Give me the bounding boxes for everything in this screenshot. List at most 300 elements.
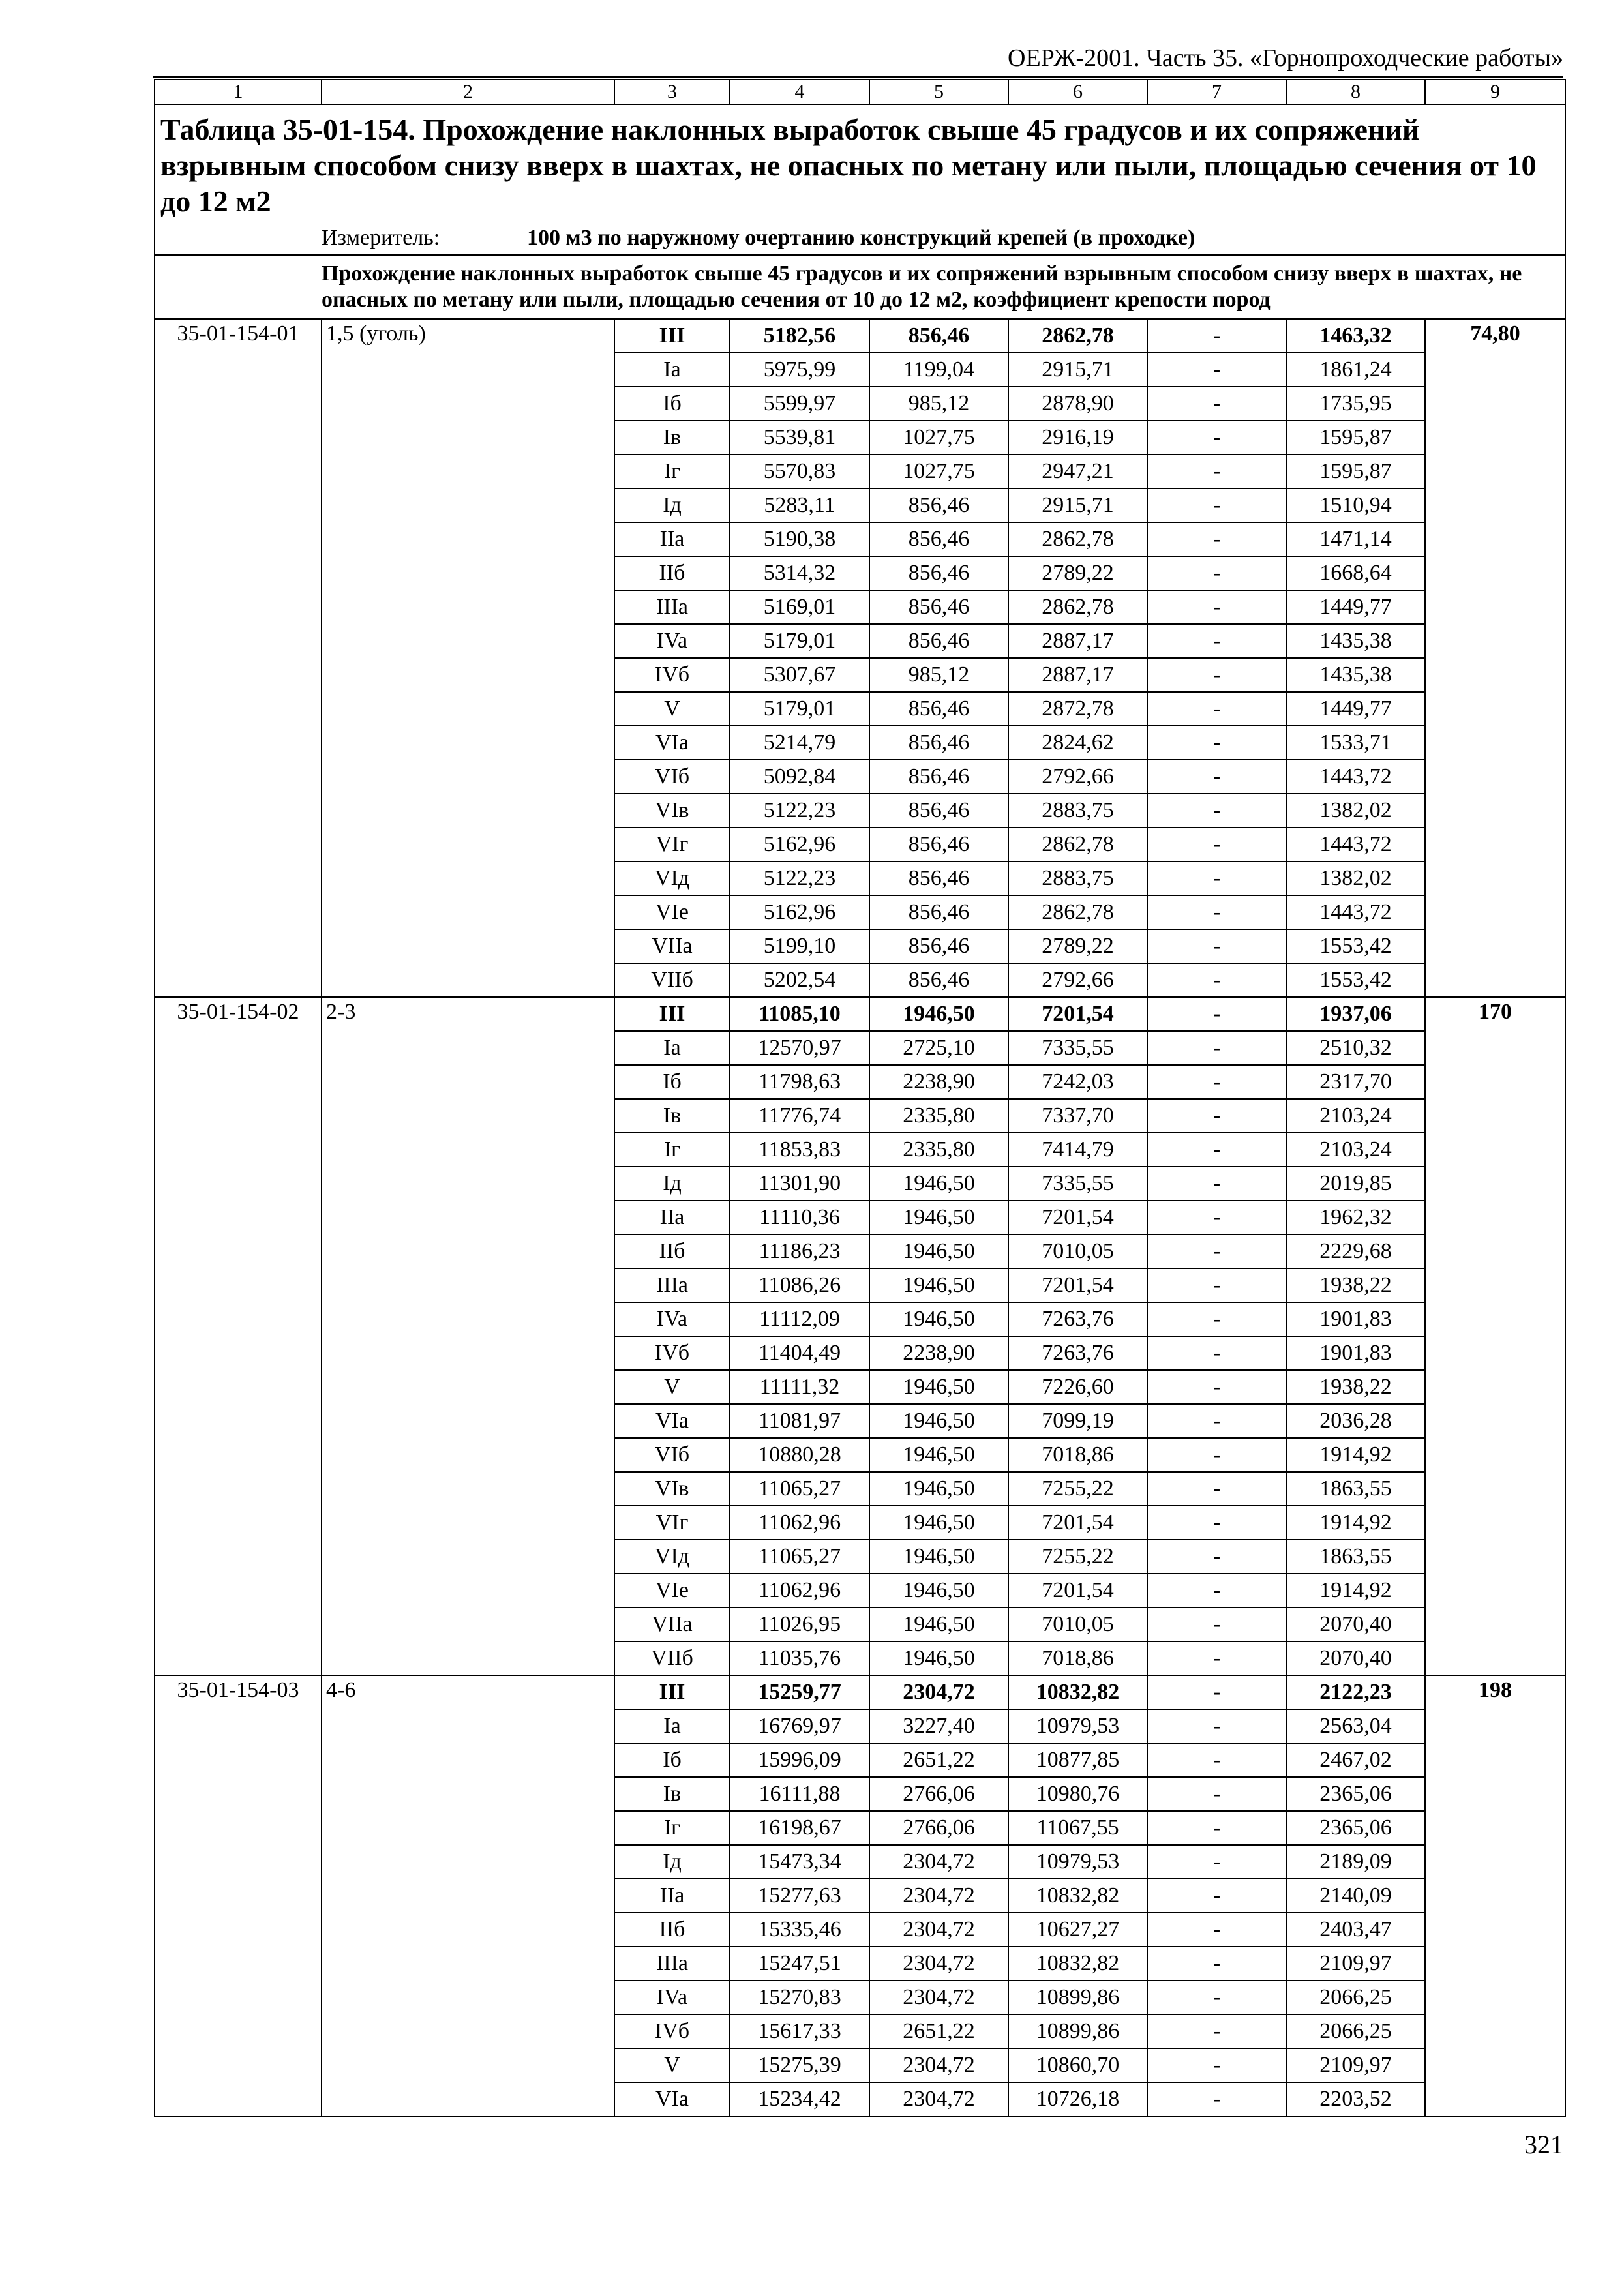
cost-value: 7201,54: [1008, 1506, 1147, 1540]
region-code: Ia: [614, 1709, 730, 1743]
cost-value: 2019,85: [1286, 1167, 1425, 1201]
cost-value: -: [1147, 1574, 1286, 1608]
cost-value: -: [1147, 929, 1286, 963]
cost-value: 2862,78: [1008, 319, 1147, 353]
subheading-row: [155, 255, 1565, 319]
cost-value: 5092,84: [730, 760, 869, 794]
cost-value: 2792,66: [1008, 963, 1147, 997]
cost-value: 856,46: [869, 895, 1008, 929]
cost-value: 10726,18: [1008, 2082, 1147, 2116]
region-code: VIIб: [614, 1641, 730, 1675]
measure-cell: [322, 222, 1565, 255]
cost-value: 15234,42: [730, 2082, 869, 2116]
cost-value: 856,46: [869, 319, 1008, 353]
cost-value: -: [1147, 624, 1286, 658]
cost-value: 5314,32: [730, 556, 869, 590]
cost-value: 856,46: [869, 828, 1008, 861]
region-code: IIб: [614, 556, 730, 590]
region-code: IIa: [614, 522, 730, 556]
cost-value: -: [1147, 421, 1286, 455]
cost-value: 5599,97: [730, 387, 869, 421]
cost-value: 5190,38: [730, 522, 869, 556]
cost-value: 2304,72: [869, 1845, 1008, 1879]
column-number-row: [155, 80, 1565, 104]
cost-value: 11085,10: [730, 997, 869, 1031]
cost-value: -: [1147, 1675, 1286, 1709]
cost-value: 7201,54: [1008, 1201, 1147, 1234]
measure-spacer: [155, 222, 322, 255]
cost-value: 16198,67: [730, 1811, 869, 1845]
cost-value: 7263,76: [1008, 1302, 1147, 1336]
rate-coefficient: 198: [1425, 1675, 1565, 2116]
cost-value: 1382,02: [1286, 861, 1425, 895]
cost-value: 2887,17: [1008, 658, 1147, 692]
cost-value: -: [1147, 1065, 1286, 1099]
cost-value: 2189,09: [1286, 1845, 1425, 1879]
cost-value: 5570,83: [730, 455, 869, 488]
cost-value: -: [1147, 658, 1286, 692]
region-code: VIe: [614, 1574, 730, 1608]
cost-value: -: [1147, 1981, 1286, 2014]
cost-value: 11186,23: [730, 1234, 869, 1268]
cost-value: 11065,27: [730, 1540, 869, 1574]
cost-value: 5179,01: [730, 692, 869, 726]
cost-value: 7255,22: [1008, 1472, 1147, 1506]
cost-value: -: [1147, 1099, 1286, 1133]
cost-value: 856,46: [869, 929, 1008, 963]
cost-value: 2304,72: [869, 1913, 1008, 1947]
cost-value: 1027,75: [869, 455, 1008, 488]
measure-label: Измеритель:: [322, 226, 440, 250]
cost-value: 11798,63: [730, 1065, 869, 1099]
running-header: ОЕРЖ-2001. Часть 35. «Горнопроходческие работы»: [1008, 44, 1563, 72]
rate-code: 35-01-154-02: [155, 997, 322, 1675]
cost-value: -: [1147, 455, 1286, 488]
region-code: Iв: [614, 1099, 730, 1133]
cost-value: 10899,86: [1008, 2014, 1147, 2048]
header-rule: [153, 76, 1563, 78]
region-code: VIб: [614, 760, 730, 794]
cost-value: 7018,86: [1008, 1641, 1147, 1675]
cost-value: -: [1147, 319, 1286, 353]
cost-value: 15277,63: [730, 1879, 869, 1913]
cost-value: 1946,50: [869, 1608, 1008, 1641]
region-code: VIa: [614, 726, 730, 760]
cost-value: 15247,51: [730, 1947, 869, 1981]
cost-value: 2916,19: [1008, 421, 1147, 455]
cost-value: 1937,06: [1286, 997, 1425, 1031]
cost-value: 16769,97: [730, 1709, 869, 1743]
cost-value: 1914,92: [1286, 1438, 1425, 1472]
cost-value: -: [1147, 1268, 1286, 1302]
region-code: Iв: [614, 421, 730, 455]
cost-value: 2467,02: [1286, 1743, 1425, 1777]
region-code: III: [614, 997, 730, 1031]
table-row: [155, 1675, 1565, 1709]
cost-value: 5539,81: [730, 421, 869, 455]
cost-value: 1938,22: [1286, 1370, 1425, 1404]
cost-value: -: [1147, 1167, 1286, 1201]
cost-value: 5162,96: [730, 895, 869, 929]
cost-value: 1946,50: [869, 1472, 1008, 1506]
cost-value: 2066,25: [1286, 1981, 1425, 2014]
cost-value: -: [1147, 726, 1286, 760]
cost-value: 2862,78: [1008, 895, 1147, 929]
cost-value: 856,46: [869, 726, 1008, 760]
cost-value: 15335,46: [730, 1913, 869, 1947]
cost-value: 7226,60: [1008, 1370, 1147, 1404]
cost-value: -: [1147, 556, 1286, 590]
cost-value: 11853,83: [730, 1133, 869, 1167]
cost-value: 2229,68: [1286, 1234, 1425, 1268]
rate-code: 35-01-154-01: [155, 319, 322, 997]
region-code: V: [614, 2048, 730, 2082]
cost-value: 7201,54: [1008, 997, 1147, 1031]
region-code: VIв: [614, 794, 730, 828]
cost-value: -: [1147, 1777, 1286, 1811]
cost-value: 11035,76: [730, 1641, 869, 1675]
cost-value: 12570,97: [730, 1031, 869, 1065]
cost-value: 10980,76: [1008, 1777, 1147, 1811]
cost-value: 2103,24: [1286, 1133, 1425, 1167]
cost-value: 1962,32: [1286, 1201, 1425, 1234]
cost-value: 15473,34: [730, 1845, 869, 1879]
cost-value: 1914,92: [1286, 1506, 1425, 1540]
cost-value: 11062,96: [730, 1506, 869, 1540]
region-code: Ia: [614, 353, 730, 387]
cost-value: 10979,53: [1008, 1709, 1147, 1743]
region-code: VIд: [614, 861, 730, 895]
cost-value: 2947,21: [1008, 455, 1147, 488]
region-code: Iб: [614, 387, 730, 421]
cost-value: -: [1147, 1743, 1286, 1777]
region-code: IIIa: [614, 1947, 730, 1981]
region-code: Iб: [614, 1743, 730, 1777]
cost-value: 7337,70: [1008, 1099, 1147, 1133]
cost-value: 2915,71: [1008, 353, 1147, 387]
region-code: IIa: [614, 1879, 730, 1913]
cost-value: -: [1147, 1133, 1286, 1167]
cost-value: 1946,50: [869, 1234, 1008, 1268]
cost-value: 1863,55: [1286, 1540, 1425, 1574]
cost-value: 856,46: [869, 556, 1008, 590]
cost-value: 1553,42: [1286, 963, 1425, 997]
cost-value: 11404,49: [730, 1336, 869, 1370]
cost-value: 5122,23: [730, 861, 869, 895]
cost-value: 1435,38: [1286, 624, 1425, 658]
cost-value: 2109,97: [1286, 2048, 1425, 2082]
title-row: [155, 104, 1565, 222]
region-code: Iг: [614, 1811, 730, 1845]
table-title: Таблица 35-01-154. Прохождение наклонных выработок свыше 45 градусов и их сопряжений взрывным способом снизу вверх в шахтах, не опасных по метану или пыли, площадью сечения от 10 до 12 м2: [155, 104, 1565, 222]
cost-value: -: [1147, 997, 1286, 1031]
cost-value: -: [1147, 1879, 1286, 1913]
cost-value: -: [1147, 828, 1286, 861]
cost-value: 10899,86: [1008, 1981, 1147, 2014]
cost-value: 11086,26: [730, 1268, 869, 1302]
cost-value: 2878,90: [1008, 387, 1147, 421]
column-number: 7: [1147, 80, 1286, 104]
region-code: VIa: [614, 1404, 730, 1438]
region-code: Iг: [614, 1133, 730, 1167]
region-code: IVa: [614, 1302, 730, 1336]
cost-value: 11067,55: [1008, 1811, 1147, 1845]
cost-value: 2766,06: [869, 1777, 1008, 1811]
region-code: IIб: [614, 1913, 730, 1947]
region-code: VIв: [614, 1472, 730, 1506]
cost-value: 10832,82: [1008, 1947, 1147, 1981]
region-code: Iд: [614, 1167, 730, 1201]
column-number: 5: [869, 80, 1008, 104]
column-number: 2: [322, 80, 614, 104]
cost-value: 2066,25: [1286, 2014, 1425, 2048]
cost-value: 1027,75: [869, 421, 1008, 455]
cost-value: 7099,19: [1008, 1404, 1147, 1438]
cost-value: 856,46: [869, 522, 1008, 556]
cost-value: 1946,50: [869, 1167, 1008, 1201]
region-code: IIб: [614, 1234, 730, 1268]
cost-value: 2304,72: [869, 1947, 1008, 1981]
cost-value: 7201,54: [1008, 1268, 1147, 1302]
region-code: Iд: [614, 488, 730, 522]
cost-value: 1946,50: [869, 997, 1008, 1031]
cost-value: 1946,50: [869, 1404, 1008, 1438]
cost-value: 7018,86: [1008, 1438, 1147, 1472]
cost-value: 1443,72: [1286, 895, 1425, 929]
cost-value: 2317,70: [1286, 1065, 1425, 1099]
cost-value: 2365,06: [1286, 1777, 1425, 1811]
cost-value: 15617,33: [730, 2014, 869, 2048]
region-code: VIa: [614, 2082, 730, 2116]
cost-value: -: [1147, 692, 1286, 726]
cost-value: 1510,94: [1286, 488, 1425, 522]
cost-value: -: [1147, 1234, 1286, 1268]
cost-value: 2109,97: [1286, 1947, 1425, 1981]
cost-value: 15996,09: [730, 1743, 869, 1777]
cost-value: 2304,72: [869, 2048, 1008, 2082]
cost-value: 2725,10: [869, 1031, 1008, 1065]
cost-value: -: [1147, 1947, 1286, 1981]
rate-code: 35-01-154-03: [155, 1675, 322, 2116]
cost-value: 856,46: [869, 760, 1008, 794]
cost-value: 856,46: [869, 861, 1008, 895]
cost-value: 11062,96: [730, 1574, 869, 1608]
region-code: IVб: [614, 1336, 730, 1370]
measure-value: 100 м3 по наружному очертанию конструкций крепей (в проходке): [527, 226, 1195, 250]
cost-value: 2365,06: [1286, 1811, 1425, 1845]
page-number: 321: [1524, 2130, 1563, 2159]
cost-value: 1946,50: [869, 1302, 1008, 1336]
cost-value: 5162,96: [730, 828, 869, 861]
cost-value: 2792,66: [1008, 760, 1147, 794]
column-number: 6: [1008, 80, 1147, 104]
cost-value: 7335,55: [1008, 1167, 1147, 1201]
cost-value: 2403,47: [1286, 1913, 1425, 1947]
cost-value: 2510,32: [1286, 1031, 1425, 1065]
region-code: III: [614, 1675, 730, 1709]
rate-name: 1,5 (уголь): [322, 319, 614, 997]
cost-value: 2651,22: [869, 1743, 1008, 1777]
cost-value: 2766,06: [869, 1811, 1008, 1845]
cost-value: 3227,40: [869, 1709, 1008, 1743]
cost-value: -: [1147, 760, 1286, 794]
cost-value: 1382,02: [1286, 794, 1425, 828]
cost-value: 7335,55: [1008, 1031, 1147, 1065]
cost-value: 1938,22: [1286, 1268, 1425, 1302]
rate-coefficient: 74,80: [1425, 319, 1565, 997]
cost-value: -: [1147, 353, 1286, 387]
region-code: IVб: [614, 658, 730, 692]
cost-value: -: [1147, 590, 1286, 624]
cost-value: 10979,53: [1008, 1845, 1147, 1879]
cost-value: 2563,04: [1286, 1709, 1425, 1743]
region-code: Iд: [614, 1845, 730, 1879]
cost-value: 5283,11: [730, 488, 869, 522]
cost-value: 1595,87: [1286, 455, 1425, 488]
cost-value: 2862,78: [1008, 828, 1147, 861]
cost-value: 16111,88: [730, 1777, 869, 1811]
cost-value: -: [1147, 1472, 1286, 1506]
column-number: 1: [155, 80, 322, 104]
table-row: [155, 319, 1565, 353]
cost-value: 2304,72: [869, 1675, 1008, 1709]
cost-value: 1668,64: [1286, 556, 1425, 590]
cost-value: 985,12: [869, 387, 1008, 421]
cost-value: 1946,50: [869, 1540, 1008, 1574]
cost-value: 11065,27: [730, 1472, 869, 1506]
cost-value: 2070,40: [1286, 1641, 1425, 1675]
cost-value: -: [1147, 1438, 1286, 1472]
cost-value: -: [1147, 1641, 1286, 1675]
column-number: 4: [730, 80, 869, 104]
cost-value: 11026,95: [730, 1608, 869, 1641]
region-code: IIa: [614, 1201, 730, 1234]
cost-value: 2140,09: [1286, 1879, 1425, 1913]
cost-value: 2036,28: [1286, 1404, 1425, 1438]
cost-value: 1861,24: [1286, 353, 1425, 387]
cost-value: 1471,14: [1286, 522, 1425, 556]
cost-value: 1533,71: [1286, 726, 1425, 760]
cost-value: 1449,77: [1286, 692, 1425, 726]
region-code: IVa: [614, 624, 730, 658]
cost-value: -: [1147, 1608, 1286, 1641]
cost-value: -: [1147, 1302, 1286, 1336]
cost-value: 2304,72: [869, 2082, 1008, 2116]
cost-value: 7414,79: [1008, 1133, 1147, 1167]
measure-row: [155, 222, 1565, 255]
cost-value: 2103,24: [1286, 1099, 1425, 1133]
cost-value: 10877,85: [1008, 1743, 1147, 1777]
cost-value: 1449,77: [1286, 590, 1425, 624]
subheading: Прохождение наклонных выработок свыше 45 градусов и их сопряжений взрывным способом снизу вверх в шахтах, не опасных по метану или пыли, площадью сечения от 10 до 12 м2, коэффициент крепости пород: [322, 255, 1565, 319]
subheading-spacer: [155, 255, 322, 319]
cost-value: 5307,67: [730, 658, 869, 692]
cost-value: 7242,03: [1008, 1065, 1147, 1099]
cost-value: -: [1147, 1540, 1286, 1574]
cost-value: 5199,10: [730, 929, 869, 963]
cost-value: 15259,77: [730, 1675, 869, 1709]
cost-value: 2789,22: [1008, 929, 1147, 963]
cost-value: 2872,78: [1008, 692, 1147, 726]
cost-value: 1901,83: [1286, 1336, 1425, 1370]
cost-value: 856,46: [869, 794, 1008, 828]
region-code: V: [614, 1370, 730, 1404]
cost-value: 1443,72: [1286, 760, 1425, 794]
cost-value: -: [1147, 387, 1286, 421]
cost-value: 2915,71: [1008, 488, 1147, 522]
cost-value: 5179,01: [730, 624, 869, 658]
cost-value: 1946,50: [869, 1370, 1008, 1404]
cost-value: -: [1147, 1845, 1286, 1879]
region-code: V: [614, 692, 730, 726]
cost-value: -: [1147, 794, 1286, 828]
cost-value: 7201,54: [1008, 1574, 1147, 1608]
cost-value: 2203,52: [1286, 2082, 1425, 2116]
cost-value: 1946,50: [869, 1641, 1008, 1675]
region-code: VIIб: [614, 963, 730, 997]
region-code: VIIa: [614, 929, 730, 963]
cost-value: 11776,74: [730, 1099, 869, 1133]
region-code: IIIa: [614, 590, 730, 624]
cost-value: 10627,27: [1008, 1913, 1147, 1947]
cost-value: 11111,32: [730, 1370, 869, 1404]
cost-value: 5202,54: [730, 963, 869, 997]
cost-value: 1435,38: [1286, 658, 1425, 692]
cost-value: 10832,82: [1008, 1675, 1147, 1709]
cost-value: 10860,70: [1008, 2048, 1147, 2082]
cost-value: 2335,80: [869, 1133, 1008, 1167]
cost-value: 10880,28: [730, 1438, 869, 1472]
table-row: [155, 997, 1565, 1031]
rate-name: 4-6: [322, 1675, 614, 2116]
cost-value: 2887,17: [1008, 624, 1147, 658]
cost-value: -: [1147, 1404, 1286, 1438]
cost-value: 1463,32: [1286, 319, 1425, 353]
region-code: VIIa: [614, 1608, 730, 1641]
region-code: IVa: [614, 1981, 730, 2014]
cost-value: 2862,78: [1008, 522, 1147, 556]
cost-value: 5214,79: [730, 726, 869, 760]
cost-value: 1946,50: [869, 1506, 1008, 1540]
cost-value: 1595,87: [1286, 421, 1425, 455]
cost-value: 5182,56: [730, 319, 869, 353]
region-code: Iг: [614, 455, 730, 488]
cost-value: 5975,99: [730, 353, 869, 387]
region-code: VIe: [614, 895, 730, 929]
region-code: IIIa: [614, 1268, 730, 1302]
cost-value: 2862,78: [1008, 590, 1147, 624]
cost-value: 1863,55: [1286, 1472, 1425, 1506]
cost-value: 2304,72: [869, 1981, 1008, 2014]
cost-value: -: [1147, 1031, 1286, 1065]
cost-value: 1553,42: [1286, 929, 1425, 963]
cost-value: 7263,76: [1008, 1336, 1147, 1370]
cost-value: -: [1147, 1506, 1286, 1540]
cost-value: -: [1147, 1336, 1286, 1370]
cost-value: 7010,05: [1008, 1608, 1147, 1641]
cost-value: 2304,72: [869, 1879, 1008, 1913]
region-code: VIг: [614, 828, 730, 861]
cost-value: 1914,92: [1286, 1574, 1425, 1608]
cost-value: 15270,83: [730, 1981, 869, 2014]
region-code: IVб: [614, 2014, 730, 2048]
cost-value: 2883,75: [1008, 794, 1147, 828]
cost-value: -: [1147, 2014, 1286, 2048]
cost-value: -: [1147, 1370, 1286, 1404]
cost-value: 2789,22: [1008, 556, 1147, 590]
cost-value: 2238,90: [869, 1336, 1008, 1370]
cost-value: -: [1147, 1709, 1286, 1743]
